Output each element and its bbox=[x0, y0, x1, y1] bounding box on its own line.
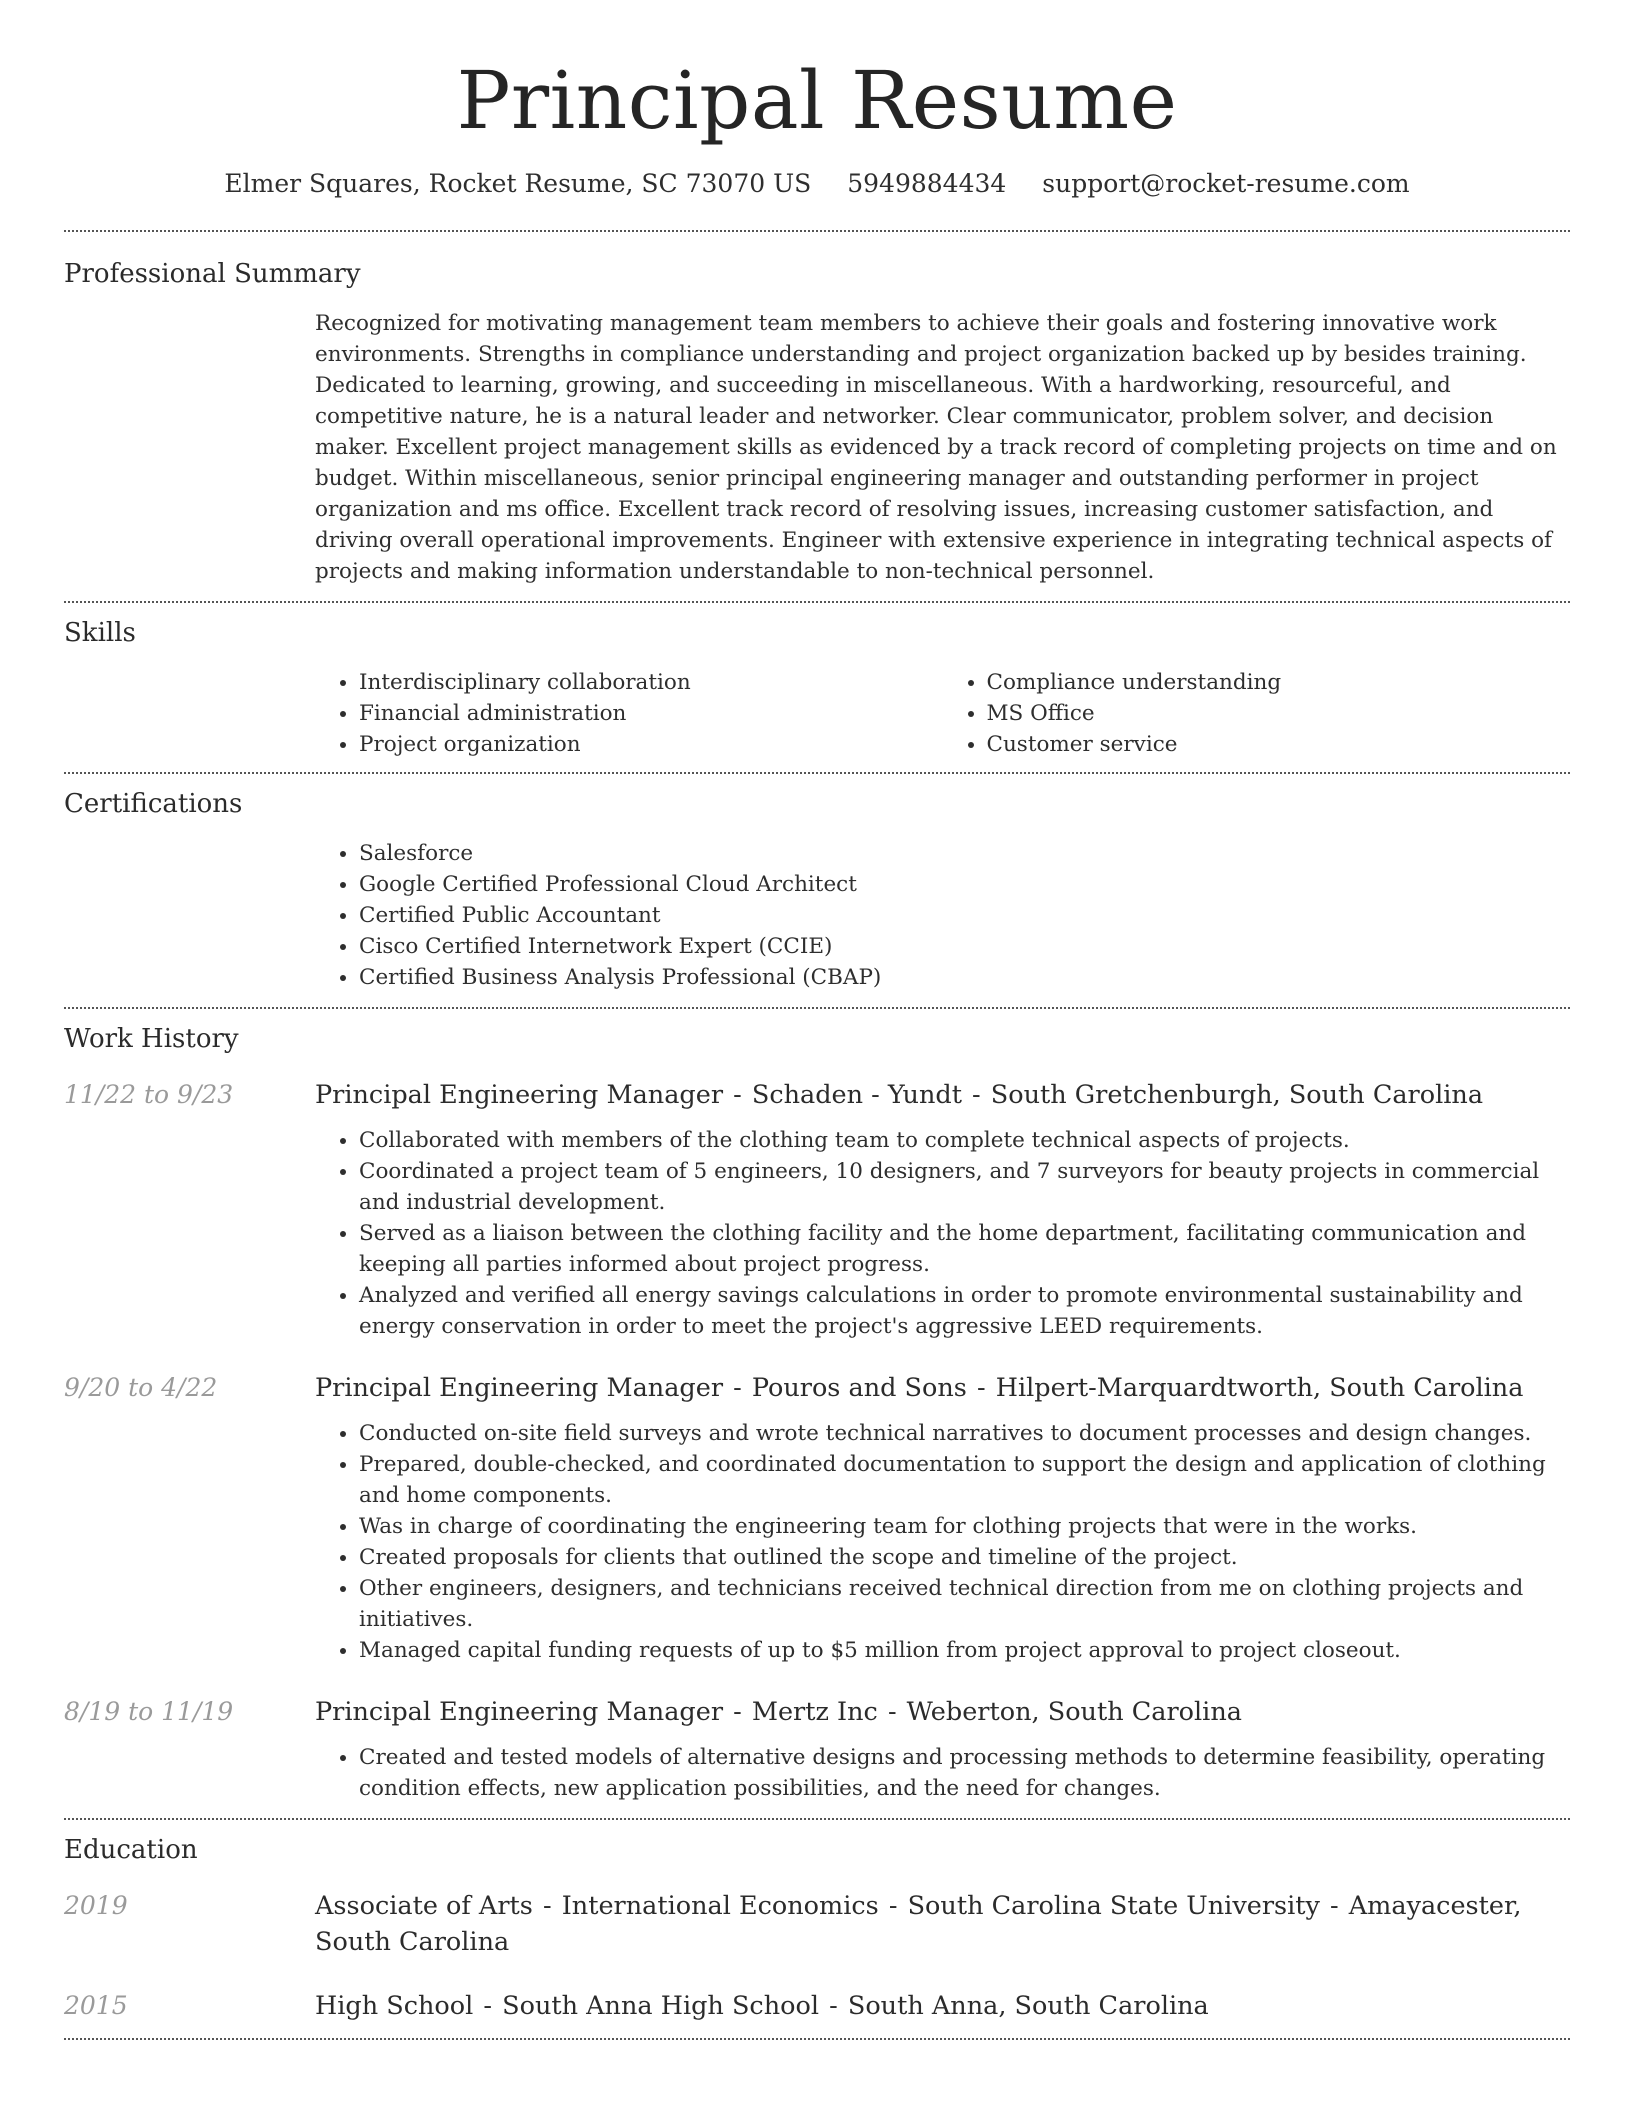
job-role: Principal Engineering Manager bbox=[315, 1697, 724, 1727]
education-location: South Anna, South Carolina bbox=[847, 1991, 1209, 2021]
section-title-education: Education bbox=[64, 1835, 198, 1865]
job-bullet: • Prepared, double-checked, and coordinated documentation to support the design and application of clothing and home components. bbox=[359, 1449, 1570, 1511]
education-heading: Associate of Arts - International Economics - South Carolina State University - Amayacester, South Carolina bbox=[315, 1891, 1522, 1957]
certifications-list bbox=[315, 838, 1570, 993]
job-entry bbox=[64, 1694, 1570, 1804]
section-title-work-history: Work History bbox=[64, 1024, 239, 1054]
contact-address: Elmer Squares, Rocket Resume, SC 73070 US bbox=[224, 169, 812, 198]
skill-item: • MS Office bbox=[987, 698, 1571, 729]
job-location: Hilpert-Marquardtworth, South Carolina bbox=[995, 1373, 1524, 1403]
education-school: South Carolina State University bbox=[907, 1891, 1320, 1921]
job-bullet: • Other engineers, designers, and technicians received technical direction from me on clothing projects and initiatives. bbox=[359, 1573, 1570, 1635]
summary-section bbox=[64, 232, 1570, 601]
job-location: South Gretchenburgh, South Carolina bbox=[990, 1080, 1484, 1110]
job-dates: 9/20 to 4/22 bbox=[64, 1373, 218, 1402]
job-dates: 11/22 to 9/23 bbox=[64, 1080, 234, 1109]
job-role: Principal Engineering Manager bbox=[315, 1373, 724, 1403]
job-bullet: • Managed capital funding requests of up to $5 million from project approval to project closeout. bbox=[359, 1635, 1570, 1666]
job-company: Pouros and Sons bbox=[751, 1373, 967, 1403]
section-divider bbox=[64, 2038, 1570, 2040]
contact-email: support@rocket-resume.com bbox=[1042, 169, 1410, 198]
education-year: 2015 bbox=[64, 1991, 128, 2020]
job-heading: Principal Engineering Manager - Pouros and Sons - Hilpert-Marquardtworth, South Carolina bbox=[315, 1373, 1524, 1403]
job-bullet: • Collaborated with members of the clothing team to complete technical aspects of projects. bbox=[359, 1125, 1570, 1156]
section-title-certifications: Certifications bbox=[64, 789, 243, 819]
job-bullet: • Coordinated a project team of 5 engineers, 10 designers, and 7 surveyors for beauty projects in commercial and industrial development. bbox=[359, 1156, 1570, 1218]
job-bullets bbox=[315, 1418, 1570, 1666]
education-degree: High School bbox=[315, 1991, 474, 2021]
work-history-section bbox=[64, 1009, 1570, 1818]
certifications-section bbox=[64, 774, 1570, 1007]
education-heading: High School - South Anna High School - South Anna, South Carolina bbox=[315, 1991, 1209, 2021]
job-role: Principal Engineering Manager bbox=[315, 1080, 724, 1110]
job-heading: Principal Engineering Manager - Schaden - Yundt - South Gretchenburgh, South Carolina bbox=[315, 1080, 1484, 1110]
skill-item: • Compliance understanding bbox=[987, 667, 1571, 698]
skills-list-right bbox=[943, 667, 1571, 760]
contact-phone: 5949884434 bbox=[847, 169, 1007, 198]
job-bullet: • Conducted on-site field surveys and wrote technical narratives to document processes and design changes. bbox=[359, 1418, 1570, 1449]
job-bullet: • Served as a liaison between the clothing facility and the home department, facilitating communication and keeping all parties informed about project progress. bbox=[359, 1218, 1570, 1280]
certification-item: • Certified Public Accountant bbox=[359, 900, 1570, 931]
education-degree: Associate of Arts bbox=[315, 1891, 533, 1921]
certification-item: • Certified Business Analysis Professional (CBAP) bbox=[359, 962, 1570, 993]
certification-item: • Salesforce bbox=[359, 838, 1570, 869]
job-heading: Principal Engineering Manager - Mertz Inc - Weberton, South Carolina bbox=[315, 1697, 1242, 1727]
education-entry bbox=[64, 1888, 1570, 1960]
job-bullet: • Was in charge of coordinating the engineering team for clothing projects that were in the works. bbox=[359, 1511, 1570, 1542]
skill-item: • Financial administration bbox=[359, 698, 943, 729]
resume-page bbox=[64, 0, 1570, 2040]
job-location: Weberton, South Carolina bbox=[906, 1697, 1242, 1727]
job-company: Mertz Inc bbox=[751, 1697, 878, 1727]
education-section bbox=[64, 1820, 1570, 2038]
job-bullet: • Analyzed and verified all energy savings calculations in order to promote environmental sustainability and energy conservation in order to meet the project's aggressive LEED requirements. bbox=[359, 1280, 1570, 1342]
skill-item: • Interdisciplinary collaboration bbox=[359, 667, 943, 698]
job-bullets bbox=[315, 1125, 1570, 1342]
skills-list-left bbox=[315, 667, 943, 760]
summary-text: Recognized for motivating management team members to achieve their goals and fostering innovative work environments. Strengths in compliance understanding and project organization backed up by besides training. Dedicated to learning, growing, and succeeding in miscellaneous. With a hardworking, resourceful, and competitive nature, he is a natural leader and networker. Clear communicator, problem solver, and decision maker. Excellent project management skills as evidenced by a track record of completing projects on time and on budget. Within miscellaneous, senior principal engineering manager and outstanding performer in project organization and ms office. Excellent track record of resolving issues, increasing customer satisfaction, and driving overall operational improvements. Engineer with extensive experience in integrating technical aspects of projects and making information understandable to non-technical personnel. bbox=[315, 311, 1557, 584]
resume-title: Principal Resume bbox=[456, 54, 1178, 147]
education-field: International Economics bbox=[561, 1891, 879, 1921]
contact-line bbox=[64, 166, 1570, 202]
job-bullets bbox=[315, 1742, 1570, 1804]
skill-item: • Customer service bbox=[987, 729, 1571, 760]
job-bullet: • Created and tested models of alternative designs and processing methods to determine feasibility, operating condition effects, new application possibilities, and the need for changes. bbox=[359, 1742, 1570, 1804]
skills-section bbox=[64, 603, 1570, 772]
certification-item: • Google Certified Professional Cloud Architect bbox=[359, 869, 1570, 900]
certification-item: • Cisco Certified Internetwork Expert (CCIE) bbox=[359, 931, 1570, 962]
education-school: South Anna High School bbox=[502, 1991, 819, 2021]
skill-item: • Project organization bbox=[359, 729, 943, 760]
education-location: Amayacester, South Carolina bbox=[315, 1891, 1522, 1957]
education-entry bbox=[64, 1988, 1570, 2024]
job-entry bbox=[64, 1370, 1570, 1666]
section-title-summary: Professional Summary bbox=[64, 259, 361, 289]
job-bullet: • Created proposals for clients that outlined the scope and timeline of the project. bbox=[359, 1542, 1570, 1573]
education-year: 2019 bbox=[64, 1891, 128, 1920]
section-title-skills: Skills bbox=[64, 618, 136, 648]
job-entry bbox=[64, 1077, 1570, 1342]
job-dates: 8/19 to 11/19 bbox=[64, 1697, 234, 1726]
job-company: Schaden - Yundt bbox=[751, 1080, 962, 1110]
